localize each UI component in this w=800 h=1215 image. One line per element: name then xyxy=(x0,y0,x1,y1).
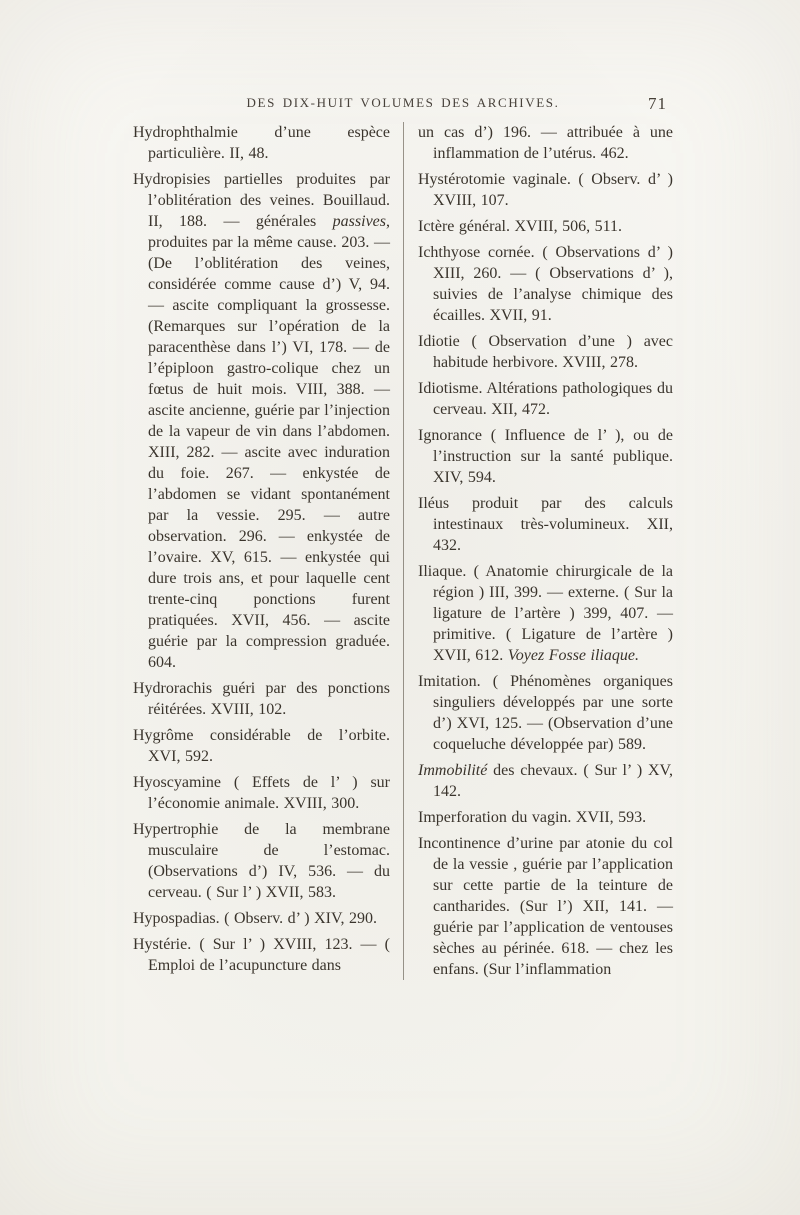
index-entry: Incontinence d’urine par atonie du col de la vessie , guérie par l’application sur cette partie de la teinture de cantharides. (Sur l’) XII, 141. — guérie par l’application de ventouses sèches au périnée. 618. — chez les enfans. (Sur l’inflammation xyxy=(418,835,673,978)
entry-italic-text: passives xyxy=(332,213,386,230)
index-entry: Hypospadias. ( Observ. d’ ) XIV, 290. xyxy=(133,910,377,927)
index-entry: Hygrôme considérable de l’orbite. XVI, 592. xyxy=(133,727,390,765)
index-entry: Idiotisme. Altérations pathologiques du cerveau. XII, 472. xyxy=(418,380,673,418)
index-entry: Hyoscyamine ( Effets de l’ ) sur l’économie animale. XVIII, 300. xyxy=(133,774,390,812)
index-entry: Imitation. ( Phénomènes organiques singuliers développés par une sorte d’) XVI, 125. — (Observation d’une coqueluche développée par) 589. xyxy=(418,673,673,753)
index-entry: Ichthyose cornée. ( Observations d’ ) XIII, 260. — ( Observations d’ ), suivies de l’analyse chimique des écailles. XVII, 91. xyxy=(418,244,673,324)
index-entry: Hydrophthalmie d’une espèce particulière. II, 48. xyxy=(133,124,390,162)
index-entry xyxy=(418,760,673,802)
page-number: 71 xyxy=(648,94,667,113)
index-entry: Ictère général. XVIII, 506, 511. xyxy=(418,218,622,235)
entry-text: des chevaux. ( Sur l’ ) XV, 142. xyxy=(433,762,673,800)
left-column xyxy=(133,122,403,980)
index-entry xyxy=(133,169,390,673)
index-entry: Iléus produit par des calculs intestinaux très-volumineux. XII, 432. xyxy=(418,495,673,554)
entry-text: Hydropisies partielles produites par l’oblitération des veines. Bouillaud. II, 188. — générales xyxy=(133,171,390,230)
index-entry: Hystérie. ( Sur l’ ) XVIII, 123. — ( Emploi de l’acupuncture dans xyxy=(133,936,390,974)
running-title: DES DIX-HUIT VOLUMES DES ARCHIVES. xyxy=(246,95,560,110)
index-columns xyxy=(133,122,673,980)
entry-italic-text: Immobilité xyxy=(418,762,488,779)
index-entry: Hydrorachis guéri par des ponctions réitérées. XVIII, 102. xyxy=(133,680,390,718)
page-header xyxy=(133,95,673,111)
index-entry: Hystérotomie vaginale. ( Observ. d’ ) XVIII, 107. xyxy=(418,171,673,209)
entry-text: , produites par la même cause. 203. — (De l’oblitération des veines, considérée comme cause d’) V, 94. — ascite compliquant la grossesse. (Remarques sur l’opération de la paracenthèse dans l’) VI, 178. — de l’épiploon gastro-colique chez un fœtus de huit mois. VIII, 388. — ascite ancienne, guérie par l’injection de la vapeur de vin dans l’abdomen. XIII, 282. — ascite avec induration du foie. 267. — enkystée de l’abdomen se vidant spontanément par la vessie. 295. — autre observation. 296. — enkystée de l’ovaire. XV, 615. — enkystée qui dure trois ans, et pour laquelle cent trente-cinq ponctions furent pratiquées. XVII, 456. — ascite guérie par la compression graduée. 604. xyxy=(148,213,390,671)
entry-italic-text: Voyez Fosse iliaque. xyxy=(507,647,639,664)
entry-text: Iliaque. ( Anatomie chirurgicale de la région ) III, 399. — externe. ( Sur la ligature de l’artère ) 399, 407. — primitive. ( Ligature de l’artère ) XVII, 612. xyxy=(418,563,673,664)
index-entry: Hypertrophie de la membrane musculaire de l’estomac. (Observations d’) IV, 536. — du cerveau. ( Sur l’ ) XVII, 583. xyxy=(133,821,390,901)
index-entry: Imperforation du vagin. XVII, 593. xyxy=(418,809,647,826)
index-entry xyxy=(418,561,673,666)
right-column xyxy=(403,122,673,980)
index-entry: un cas d’) 196. — attribuée à une inflammation de l’utérus. 462. xyxy=(418,124,673,162)
index-entry: Ignorance ( Influence de l’ ), ou de l’instruction sur la santé publique. XIV, 594. xyxy=(418,427,673,486)
index-entry: Idiotie ( Observation d’une ) avec habitude herbivore. XVIII, 278. xyxy=(418,333,673,371)
